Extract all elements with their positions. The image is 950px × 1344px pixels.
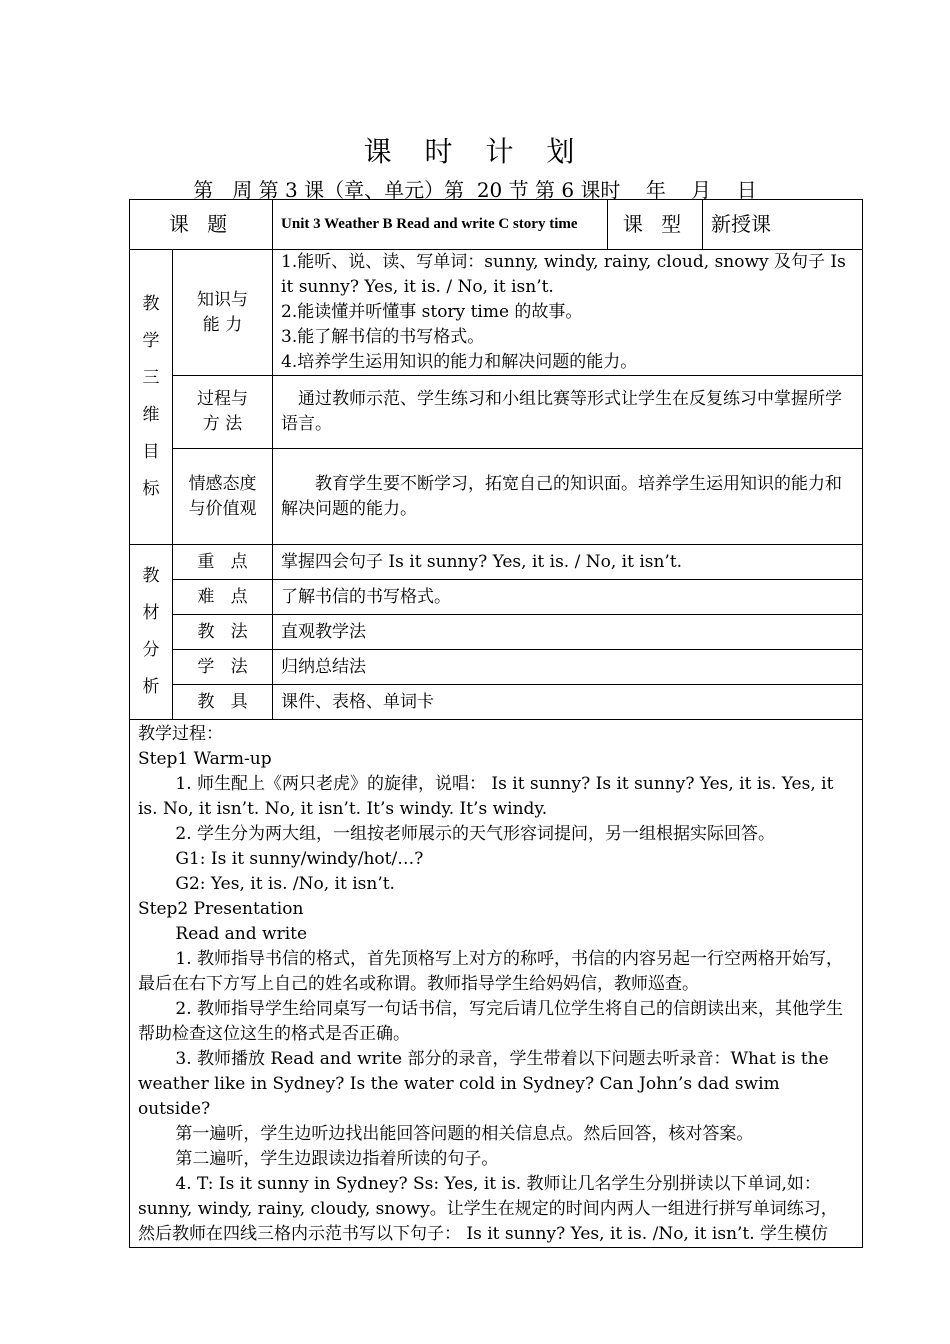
process-paragraph: 2. 教师指导学生给同桌写一句话书信，写完后请几位学生将自己的信朗读出来，其他学生帮助检查这位这生的格式是否正确。: [138, 999, 844, 1044]
analysis-value: 归纳总结法: [273, 650, 863, 685]
process-label: 过程与 方 法: [173, 376, 273, 449]
process-paragraph: 第一遍听，学生边听边找出能回答问题的相关信息点。然后回答，核对答案。: [175, 1124, 754, 1144]
knowledge-label: 知识与 能 力: [173, 250, 273, 376]
process-subheading: Read and write: [175, 924, 308, 944]
step-heading: Step2 Presentation: [138, 899, 304, 919]
process-paragraph: 1. 师生配上《两只老虎》的旋律，说唱： Is it sunny? Is it sunny? Yes, it is. Yes, it is. No, it isn’t. No, it isn’t. It’s windy. It’s windy.: [138, 774, 834, 819]
analysis-row: [130, 650, 863, 685]
type-label: 课 型: [608, 200, 703, 250]
analysis-row: [130, 615, 863, 650]
analysis-row: [130, 580, 863, 615]
process-paragraph: 2. 学生分为两大组，一组按老师展示的天气形容词提问，另一组根据实际回答。: [175, 824, 776, 844]
analysis-value: 了解书信的书写格式。: [273, 580, 863, 615]
step-heading: Step1 Warm-up: [138, 749, 272, 769]
analysis-label: 教 具: [173, 685, 273, 720]
topic-row: [130, 200, 863, 250]
page-title: 课 时 计 划: [363, 135, 587, 168]
analysis-label: 难 点: [173, 580, 273, 615]
lesson-info-line: 第 周 第 3 课（章、单元）第 20 节 第 6 课时 年 月 日: [193, 178, 757, 202]
process-paragraph: 3. 教师播放 Read and write 部分的录音，学生带着以下问题去听录音：What is the weather like in Sydney? Is the water cold in Sydney? Can John’s dad swim outside?: [138, 1049, 829, 1119]
analysis-value: 课件、表格、单词卡: [273, 685, 863, 720]
analysis-row: [130, 685, 863, 720]
process-paragraph: 1. 教师指导书信的格式，首先顶格写上对方的称呼，书信的内容另起一行空两格开始写，最后在右下方写上自己的姓名或称谓。教师指导学生给妈妈信，教师巡查。: [138, 949, 844, 994]
emotion-label: 情感态度 与价值观: [173, 449, 273, 545]
topic-value: Unit 3 Weather B Read and write C story time: [273, 200, 608, 250]
process-content: 通过教师示范、学生练习和小组比赛等形式让学生在反复练习中掌握所学语言。: [273, 376, 863, 449]
analysis-label: 学 法: [173, 650, 273, 685]
goal-process-row: [130, 376, 863, 449]
topic-label: 课 题: [130, 200, 273, 250]
process-paragraph: 4. T: Is it sunny in Sydney? Ss: Yes, it is. 教师让几名学生分别拼读以下单词,如：sunny, windy, rainy, cloudy, snowy。让学生在规定的时间内两人一组进行拼写单词练习，然后教师在四线三格内示范书写以下句子： Is it sunny? Yes, it is. /No, it isn’t. 学生模仿: [138, 1174, 838, 1244]
emotion-content: 教育学生要不断学习，拓宽自己的知识面。培养学生运用知识的能力和解决问题的能力。: [273, 449, 863, 545]
process-row: [130, 720, 863, 1248]
process-paragraph: 第二遍听，学生边跟读边指着所读的句子。: [175, 1149, 499, 1169]
teaching-process: [130, 720, 863, 1248]
analysis-value: 直观教学法: [273, 615, 863, 650]
process-heading: 教学过程：: [138, 724, 223, 744]
goal-emotion-row: [130, 449, 863, 545]
analysis-value: 掌握四会句子 Is it sunny? Yes, it is. / No, it isn’t.: [273, 545, 863, 580]
type-value: 新授课: [703, 200, 863, 250]
process-paragraph: G2: Yes, it is. /No, it isn’t.: [175, 874, 395, 894]
lesson-plan-table: [129, 199, 863, 1248]
analysis-label: 重 点: [173, 545, 273, 580]
goals-section-label: 教 学 三 维 目 标: [130, 250, 173, 545]
knowledge-content: 1.能听、说、读、写单词：sunny, windy, rainy, cloud, snowy 及句子 Is it sunny? Yes, it is. / No, it isn’t. 2.能读懂并听懂事 story time 的故事。 3.能了解书信的书写格式。 4.培养学生运用知识的能力和解决问题的能力。: [273, 250, 863, 376]
analysis-row: [130, 545, 863, 580]
goal-knowledge-row: [130, 250, 863, 376]
analysis-section-label: 教 材 分 析: [130, 545, 173, 720]
process-paragraph: G1: Is it sunny/windy/hot/…?: [175, 849, 424, 869]
analysis-label: 教 法: [173, 615, 273, 650]
